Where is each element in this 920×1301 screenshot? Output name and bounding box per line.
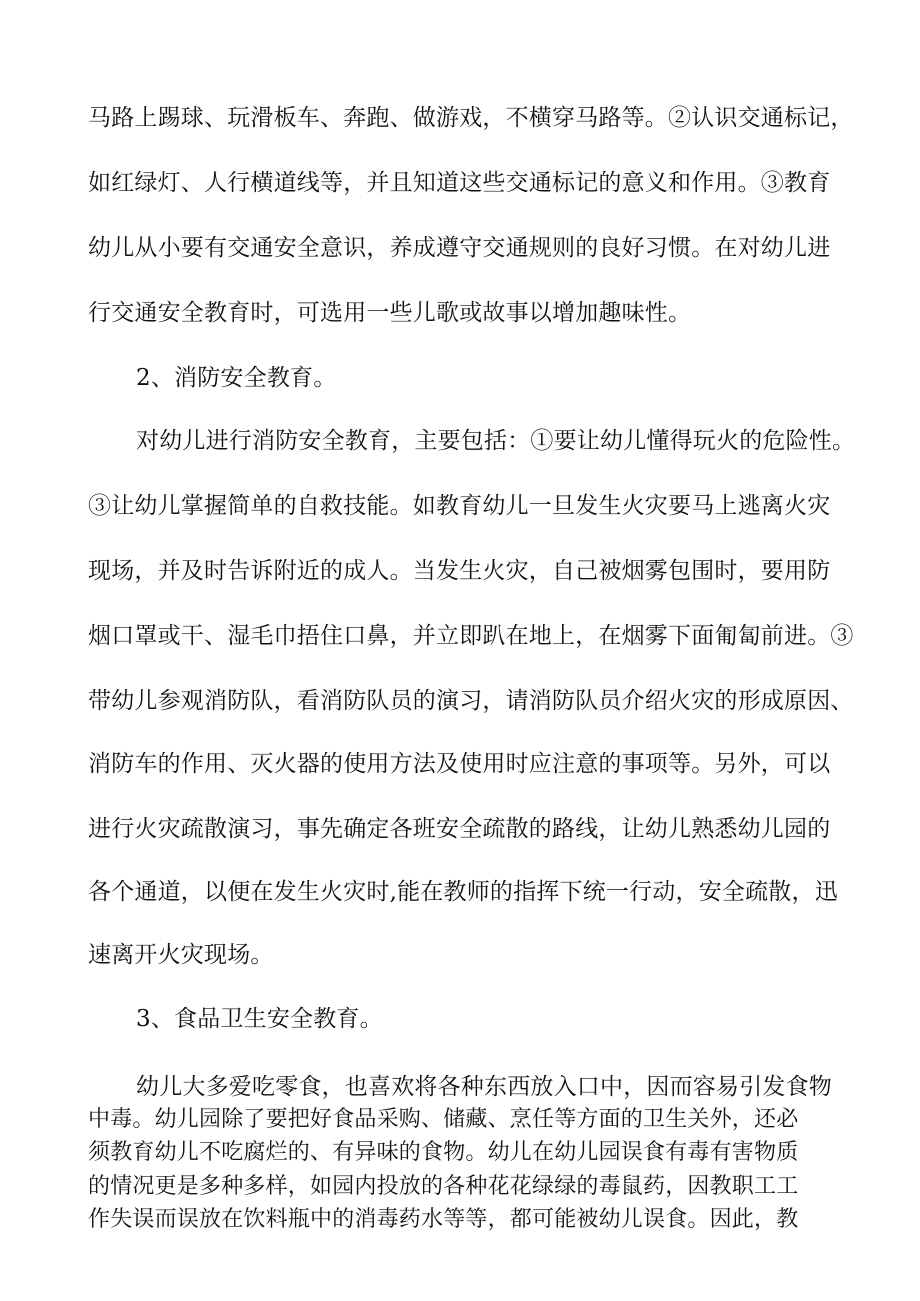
text-line: 马路上踢球、玩滑板车、奔跑、做游戏，不横穿马路等。②认识交通标记， xyxy=(88,105,854,131)
text-line: 行交通安全教育时，可选用一些儿歌或故事以增加趣味性。 xyxy=(88,300,692,326)
text-line: 消防车的作用、灭火器的使用方法及使用时应注意的事项等。另外，可以 xyxy=(88,751,831,777)
text-line: 各个通道，以便在发生火灾时,能在教师的指挥下统一行动，安全疏散，迅 xyxy=(88,879,838,905)
text-line: 中毒。幼儿园除了要把好食品采购、储藏、烹任等方面的卫生关外，还必 xyxy=(88,1107,799,1132)
text-line: 现场，并及时告诉附近的成人。当发生火灾，自己被烟雾包围时，要用防 xyxy=(88,558,831,584)
text-line: 幼儿从小要有交通安全意识，养成遵守交通规则的良好习惯。在对幼儿进 xyxy=(88,235,831,261)
text-line: 作失误而误放在饮料瓶中的消毒药水等等，都可能被幼儿误食。因此，教 xyxy=(88,1207,799,1232)
text-line: 对幼儿进行消防安全教育，主要包括：①要让幼儿懂得玩火的危险性。 xyxy=(136,428,856,454)
text-line: 带幼儿参观消防队，看消防队员的演习，请消防队员介绍火灾的形成原因、 xyxy=(88,688,854,714)
text-line: 幼儿大多爱吃零食，也喜欢将各种东西放入口中，因而容易引发食物 xyxy=(136,1074,832,1100)
text-line: 烟口罩或干、湿毛巾捂住口鼻，并立即趴在地上，在烟雾下面匍匐前进。③ xyxy=(88,623,854,649)
text-line: 进行火灾疏散演习，事先确定各班安全疏散的路线，让幼儿熟悉幼儿园的 xyxy=(88,816,831,842)
text-line: 的情况更是多种多样，如园内投放的各种花花绿绿的毒鼠药，因教职工工 xyxy=(88,1174,799,1199)
section-heading-food-safety: 3、食品卫生安全教育。 xyxy=(136,1006,383,1032)
section-heading-fire-safety: 2、消防安全教育。 xyxy=(136,365,337,391)
text-line: 如红绿灯、人行横道线等，并且知道这些交通标记的意义和作用。③教育 xyxy=(88,170,831,196)
text-line: 须教育幼儿不吃腐烂的、有异味的食物。幼儿在幼儿园误食有毒有害物质 xyxy=(88,1140,799,1165)
text-line: 速离开火灾现场。 xyxy=(88,942,274,968)
text-line: ③让幼儿掌握简单的自救技能。如教育幼儿一旦发生火灾要马上逃离火灾 xyxy=(88,493,831,519)
